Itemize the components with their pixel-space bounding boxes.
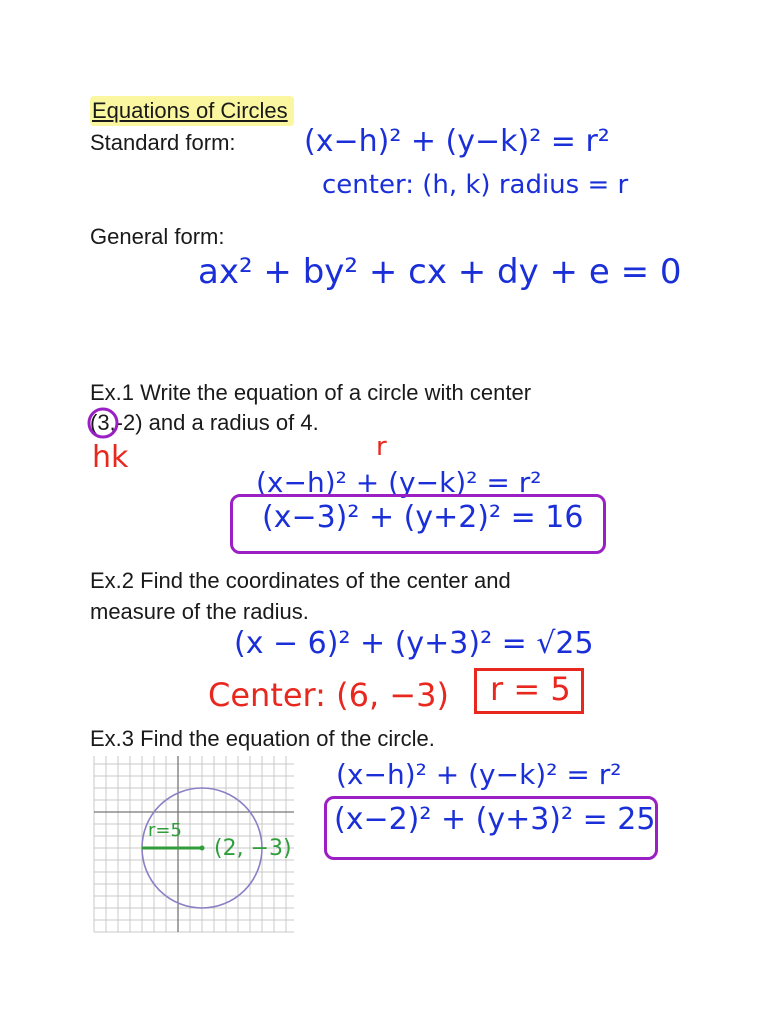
standard-form-equation: (x−h)² + (y−k)² = r² <box>304 124 610 159</box>
general-form-label: General form: <box>90 224 225 249</box>
page-title: Equations of Circles <box>90 96 294 126</box>
ex3-radius-label: r=5 <box>148 820 182 841</box>
ex3-answer: (x−2)² + (y+3)² = 25 <box>334 802 656 837</box>
ex1-r-note: r <box>376 432 387 462</box>
ex3-center-label: (2, −3) <box>214 836 292 861</box>
standard-form-note: center: (h, k) radius = r <box>322 170 629 200</box>
ex2-equation: (x − 6)² + (y+3)² = √25 <box>234 626 594 661</box>
ex1-formula: (x−h)² + (y−k)² = r² <box>256 466 542 499</box>
graph-center-point <box>200 846 205 851</box>
ex1-answer: (x−3)² + (y+2)² = 16 <box>262 500 584 535</box>
general-form-equation: ax² + by² + cx + dy + e = 0 <box>198 252 682 292</box>
ex2-radius: r = 5 <box>490 670 571 708</box>
ex3-formula: (x−h)² + (y−k)² = r² <box>336 758 622 791</box>
ex1-prompt-line1: Ex.1 Write the equation of a circle with center <box>90 380 532 405</box>
standard-form-label: Standard form: <box>90 130 236 155</box>
ex2-prompt-line1: Ex.2 Find the coordinates of the center and <box>90 568 511 593</box>
ex2-prompt-line2: measure of the radius. <box>90 599 309 624</box>
ex2-center: Center: (6, −3) <box>208 676 449 714</box>
ex1-prompt-line2: (3,-2) and a radius of 4. <box>90 410 319 435</box>
ex3-prompt: Ex.3 Find the equation of the circle. <box>90 726 435 751</box>
ex1-hk-note: hk <box>92 440 129 475</box>
